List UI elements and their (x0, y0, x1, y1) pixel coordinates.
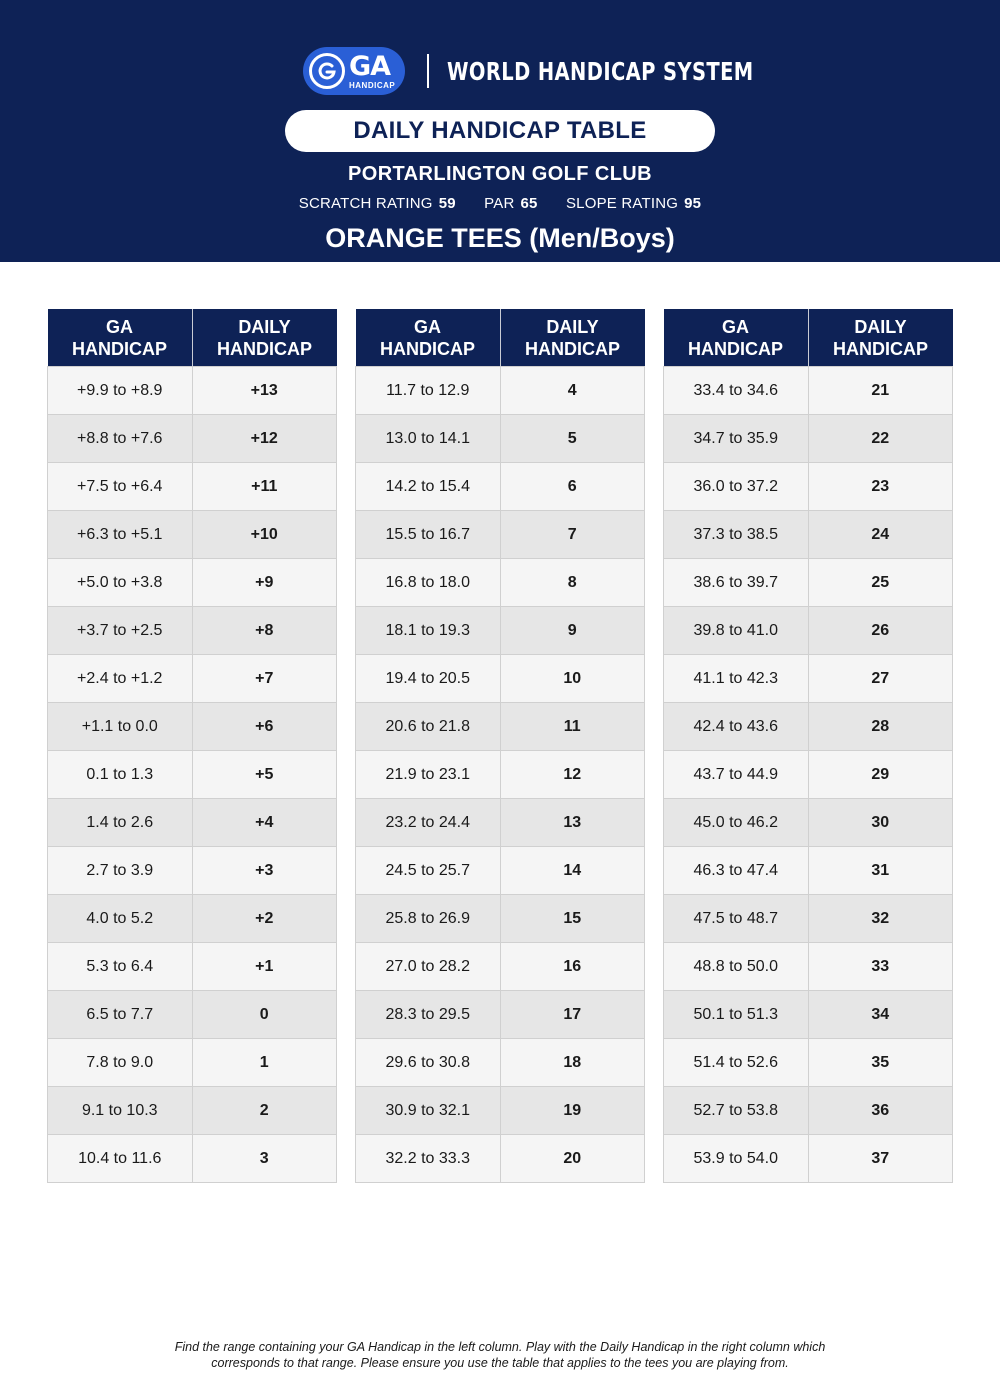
ga-handicap-range: 36.0 to 37.2 (664, 463, 809, 511)
ga-handicap-range: +8.8 to +7.6 (48, 415, 193, 463)
ga-handicap-range: 42.4 to 43.6 (664, 703, 809, 751)
ga-handicap-range: 16.8 to 18.0 (356, 559, 501, 607)
daily-handicap-header (500, 309, 645, 367)
table-header-row (356, 309, 645, 367)
table-row (356, 607, 645, 655)
table-row (664, 415, 953, 463)
ga-handicap-range: 27.0 to 28.2 (356, 943, 501, 991)
ga-handicap-logo (303, 47, 405, 95)
daily-handicap-value: +10 (192, 511, 337, 559)
daily-handicap-value: 21 (808, 367, 953, 415)
ga-handicap-range: 2.7 to 3.9 (48, 847, 193, 895)
table-row (48, 991, 337, 1039)
daily-handicap-value: 10 (500, 655, 645, 703)
handicap-table-1 (47, 309, 337, 1183)
daily-handicap-value: 20 (500, 1135, 645, 1183)
ga-handicap-header-line-2: HANDICAP (687, 338, 783, 359)
table-row (664, 1039, 953, 1087)
logo-divider (427, 54, 429, 88)
ga-handicap-header (664, 309, 809, 367)
ga-handicap-range: 50.1 to 51.3 (664, 991, 809, 1039)
ga-handicap-range: +7.5 to +6.4 (48, 463, 193, 511)
daily-handicap-value: 26 (808, 607, 953, 655)
daily-handicap-value: 16 (500, 943, 645, 991)
table-row (356, 655, 645, 703)
ga-handicap-range: 11.7 to 12.9 (356, 367, 501, 415)
ga-handicap-range: 19.4 to 20.5 (356, 655, 501, 703)
daily-handicap-value: 22 (808, 415, 953, 463)
table-row (48, 1087, 337, 1135)
daily-handicap-value: 6 (500, 463, 645, 511)
ga-handicap-range: +2.4 to +1.2 (48, 655, 193, 703)
table-row (356, 559, 645, 607)
daily-handicap-header-line-1: DAILY (854, 316, 907, 337)
ga-handicap-range: 10.4 to 11.6 (48, 1135, 193, 1183)
ga-handicap-range: 24.5 to 25.7 (356, 847, 501, 895)
ga-handicap-range: 15.5 to 16.7 (356, 511, 501, 559)
ga-handicap-range: 21.9 to 23.1 (356, 751, 501, 799)
ga-handicap-range: 38.6 to 39.7 (664, 559, 809, 607)
daily-handicap-value: +8 (192, 607, 337, 655)
table-row (356, 1135, 645, 1183)
ga-handicap-range: 4.0 to 5.2 (48, 895, 193, 943)
club-name: PORTARLINGTON GOLF CLUB (348, 163, 652, 185)
ga-handicap-range: +6.3 to +5.1 (48, 511, 193, 559)
table-row (48, 655, 337, 703)
daily-handicap-value: 3 (192, 1135, 337, 1183)
table-row (664, 511, 953, 559)
daily-handicap-header-line-2: HANDICAP (216, 338, 312, 359)
par-value: 65 (520, 195, 538, 212)
table-row (356, 943, 645, 991)
logo-row (0, 46, 1000, 96)
table-row (356, 847, 645, 895)
ga-handicap-range: 41.1 to 42.3 (664, 655, 809, 703)
daily-handicap-value: 28 (808, 703, 953, 751)
logo-subtext: HANDICAP (349, 80, 396, 90)
table-row (356, 415, 645, 463)
table-row (48, 415, 337, 463)
daily-handicap-value: 1 (192, 1039, 337, 1087)
ga-handicap-range: +9.9 to +8.9 (48, 367, 193, 415)
daily-handicap-value: 37 (808, 1135, 953, 1183)
scratch-rating-value: 59 (438, 195, 456, 212)
slope-rating-label: SLOPE RATING (565, 195, 679, 212)
table-row (48, 703, 337, 751)
table-row (356, 751, 645, 799)
table-row (356, 703, 645, 751)
table-row (48, 943, 337, 991)
ga-handicap-header-line-2: HANDICAP (71, 338, 167, 359)
table-row (664, 1087, 953, 1135)
daily-handicap-value: 30 (808, 799, 953, 847)
table-header-row (664, 309, 953, 367)
daily-handicap-value: 5 (500, 415, 645, 463)
table-row (664, 847, 953, 895)
daily-handicap-header-line-2: HANDICAP (832, 338, 928, 359)
handicap-table-2 (355, 309, 645, 1183)
ga-handicap-range: 32.2 to 33.3 (356, 1135, 501, 1183)
table-row (356, 463, 645, 511)
daily-handicap-value: 27 (808, 655, 953, 703)
table-row (48, 1135, 337, 1183)
tees-title: ORANGE TEES (Men/Boys) (325, 223, 675, 253)
ga-handicap-header (48, 309, 193, 367)
daily-handicap-value: +3 (192, 847, 337, 895)
header-banner (0, 0, 1000, 262)
ga-handicap-range: 9.1 to 10.3 (48, 1087, 193, 1135)
daily-handicap-value: +6 (192, 703, 337, 751)
ga-handicap-range: 20.6 to 21.8 (356, 703, 501, 751)
daily-handicap-value: 7 (500, 511, 645, 559)
daily-handicap-value: 17 (500, 991, 645, 1039)
daily-handicap-value: 29 (808, 751, 953, 799)
daily-handicap-value: +2 (192, 895, 337, 943)
daily-handicap-value: 4 (500, 367, 645, 415)
ga-handicap-range: 25.8 to 26.9 (356, 895, 501, 943)
table-row (664, 751, 953, 799)
daily-handicap-value: 23 (808, 463, 953, 511)
ga-handicap-range: 43.7 to 44.9 (664, 751, 809, 799)
daily-handicap-value: 15 (500, 895, 645, 943)
table-row (664, 943, 953, 991)
table-row (356, 1087, 645, 1135)
daily-handicap-value: +4 (192, 799, 337, 847)
ga-handicap-range: +1.1 to 0.0 (48, 703, 193, 751)
ga-handicap-range: 34.7 to 35.9 (664, 415, 809, 463)
table-row (356, 367, 645, 415)
table-row (664, 655, 953, 703)
daily-handicap-header (192, 309, 337, 367)
table-header-row (48, 309, 337, 367)
table-row (664, 799, 953, 847)
table-row (48, 751, 337, 799)
daily-handicap-value: 18 (500, 1039, 645, 1087)
ga-handicap-range: 47.5 to 48.7 (664, 895, 809, 943)
daily-handicap-value: 0 (192, 991, 337, 1039)
daily-handicap-value: 36 (808, 1087, 953, 1135)
par-label: PAR (484, 195, 515, 212)
ga-handicap-range: 28.3 to 29.5 (356, 991, 501, 1039)
daily-handicap-value: 11 (500, 703, 645, 751)
footer-line-2: corresponds to that range. Please ensure you use the table that applies to the tees you are playing from. (211, 1356, 789, 1370)
daily-handicap-value: 9 (500, 607, 645, 655)
ga-handicap-header-line-1: GA (106, 316, 133, 337)
ga-handicap-range: +3.7 to +2.5 (48, 607, 193, 655)
ga-handicap-range: 53.9 to 54.0 (664, 1135, 809, 1183)
ga-handicap-range: 46.3 to 47.4 (664, 847, 809, 895)
footer-line-1: Find the range containing your GA Handicap in the left column. Play with the Daily Handicap in the right column which (174, 1340, 826, 1354)
daily-handicap-value: 24 (808, 511, 953, 559)
daily-handicap-value: 32 (808, 895, 953, 943)
table-row (48, 367, 337, 415)
table-row (356, 1039, 645, 1087)
daily-handicap-value: 33 (808, 943, 953, 991)
ga-handicap-range: 1.4 to 2.6 (48, 799, 193, 847)
ga-handicap-range: 37.3 to 38.5 (664, 511, 809, 559)
daily-handicap-value: 12 (500, 751, 645, 799)
ga-handicap-range: 45.0 to 46.2 (664, 799, 809, 847)
daily-handicap-value: +1 (192, 943, 337, 991)
ga-handicap-range: 48.8 to 50.0 (664, 943, 809, 991)
daily-handicap-value: 34 (808, 991, 953, 1039)
ga-handicap-range: 30.9 to 32.1 (356, 1087, 501, 1135)
table-row (664, 367, 953, 415)
handicap-table-3 (663, 309, 953, 1183)
handicap-tables (47, 309, 953, 1177)
golf-ball-icon (309, 53, 345, 89)
table-row (48, 799, 337, 847)
footer-instructions (0, 1339, 1000, 1371)
logo-text: GA (349, 50, 391, 82)
scratch-rating-label: SCRATCH RATING (298, 195, 433, 212)
ga-handicap-range: 33.4 to 34.6 (664, 367, 809, 415)
ga-handicap-range: 39.8 to 41.0 (664, 607, 809, 655)
daily-handicap-header-line-1: DAILY (238, 316, 291, 337)
page-title: DAILY HANDICAP TABLE (285, 110, 715, 152)
table-row (356, 799, 645, 847)
daily-handicap-value: 31 (808, 847, 953, 895)
daily-handicap-value: 8 (500, 559, 645, 607)
ga-handicap-range: 52.7 to 53.8 (664, 1087, 809, 1135)
table-row (664, 607, 953, 655)
table-row (48, 1039, 337, 1087)
table-row (356, 511, 645, 559)
slope-rating-value: 95 (684, 195, 702, 212)
table-row (48, 511, 337, 559)
daily-handicap-value: +7 (192, 655, 337, 703)
ga-handicap-range: 51.4 to 52.6 (664, 1039, 809, 1087)
table-row (48, 607, 337, 655)
daily-handicap-value: 13 (500, 799, 645, 847)
daily-handicap-header-line-2: HANDICAP (524, 338, 620, 359)
ga-handicap-range: 7.8 to 9.0 (48, 1039, 193, 1087)
ga-handicap-header-line-1: GA (722, 316, 749, 337)
table-row (664, 559, 953, 607)
daily-handicap-value: 35 (808, 1039, 953, 1087)
ga-handicap-range: 6.5 to 7.7 (48, 991, 193, 1039)
ga-handicap-header-line-2: HANDICAP (379, 338, 475, 359)
daily-handicap-value: +9 (192, 559, 337, 607)
ga-handicap-range: 0.1 to 1.3 (48, 751, 193, 799)
daily-handicap-value: 2 (192, 1087, 337, 1135)
ga-handicap-header-line-1: GA (414, 316, 441, 337)
table-row (48, 847, 337, 895)
daily-handicap-value: +5 (192, 751, 337, 799)
course-ratings (0, 195, 1000, 212)
ga-handicap-range: +5.0 to +3.8 (48, 559, 193, 607)
daily-handicap-value: +13 (192, 367, 337, 415)
daily-handicap-value: +11 (192, 463, 337, 511)
table-row (48, 895, 337, 943)
table-row (48, 559, 337, 607)
ga-handicap-range: 18.1 to 19.3 (356, 607, 501, 655)
daily-handicap-value: 25 (808, 559, 953, 607)
table-row (664, 895, 953, 943)
table-row (356, 991, 645, 1039)
table-row (664, 463, 953, 511)
table-row (356, 895, 645, 943)
daily-handicap-header (808, 309, 953, 367)
ga-handicap-range: 13.0 to 14.1 (356, 415, 501, 463)
table-row (664, 703, 953, 751)
daily-handicap-value: 19 (500, 1087, 645, 1135)
system-name: WORLD HANDICAP SYSTEM (447, 56, 754, 86)
daily-handicap-value: 14 (500, 847, 645, 895)
ga-handicap-range: 5.3 to 6.4 (48, 943, 193, 991)
daily-handicap-value: +12 (192, 415, 337, 463)
table-row (48, 463, 337, 511)
table-row (664, 991, 953, 1039)
ga-handicap-range: 23.2 to 24.4 (356, 799, 501, 847)
ga-handicap-header (356, 309, 501, 367)
daily-handicap-header-line-1: DAILY (546, 316, 599, 337)
table-row (664, 1135, 953, 1183)
ga-handicap-range: 14.2 to 15.4 (356, 463, 501, 511)
ga-handicap-range: 29.6 to 30.8 (356, 1039, 501, 1087)
